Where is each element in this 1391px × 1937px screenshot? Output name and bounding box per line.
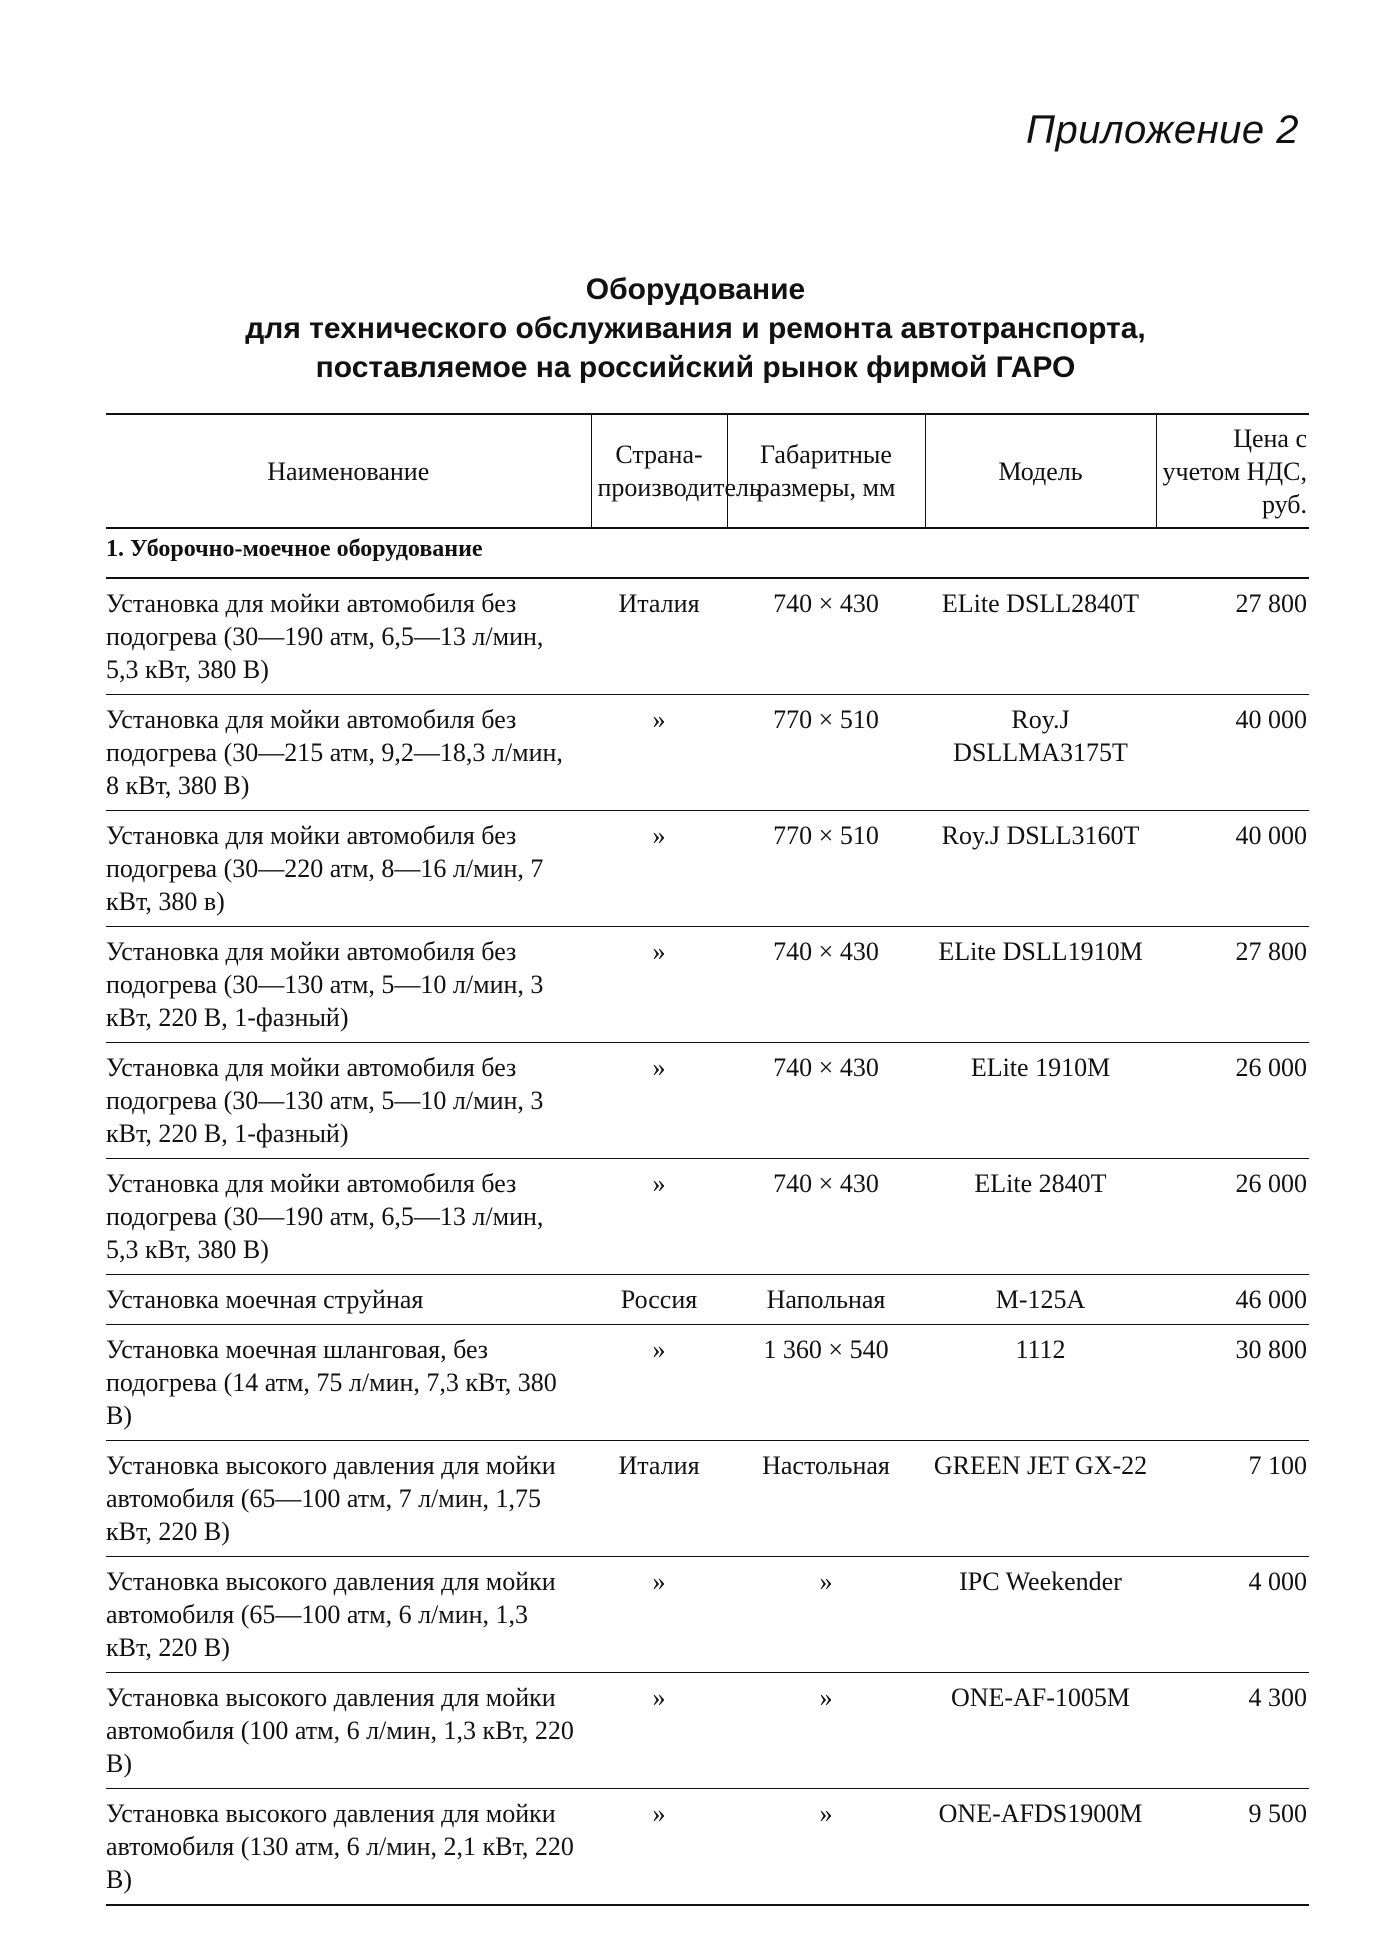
table-row xyxy=(106,1789,1309,1906)
cell-size: 740 × 430 xyxy=(773,1053,879,1082)
cell-size: » xyxy=(819,1683,833,1712)
table-row xyxy=(106,1043,1309,1159)
cell-price: 26 000 xyxy=(1235,1053,1307,1082)
cell-name: Установка для мойки автомобиля без подогрева (30—190 атм, 6,5—13 л/мин, 5,3 кВт, 380 В) xyxy=(106,589,544,684)
table-body xyxy=(106,528,1309,1905)
cell-country: » xyxy=(652,1799,666,1828)
cell-model: ELite DSLL1910M xyxy=(938,937,1143,966)
cell-model: ELite DSLL2840T xyxy=(941,589,1140,618)
cell-model: ONE-AF-1005M xyxy=(950,1683,1131,1712)
table-row xyxy=(106,1325,1309,1441)
table-row xyxy=(106,811,1309,927)
cell-country: Россия xyxy=(620,1285,698,1314)
table-row xyxy=(106,1275,1309,1325)
header-model: Модель xyxy=(925,414,1156,528)
cell-size: 770 × 510 xyxy=(773,821,879,850)
cell-size: 770 × 510 xyxy=(773,705,879,734)
cell-size: Напольная xyxy=(766,1285,886,1314)
table-row xyxy=(106,578,1309,695)
cell-name: Установка для мойки автомобиля без подогрева (30—215 атм, 9,2—18,3 л/мин, 8 кВт, 380 В) xyxy=(106,705,563,800)
cell-country: » xyxy=(652,821,666,850)
table-row xyxy=(106,1441,1309,1557)
cell-country: » xyxy=(652,705,666,734)
document-title xyxy=(0,270,1391,387)
table-row xyxy=(106,1673,1309,1789)
cell-size: » xyxy=(819,1567,833,1596)
cell-price: 7 100 xyxy=(1248,1451,1307,1480)
cell-name: Установка моечная шланговая, без подогрева (14 атм, 75 л/мин, 7,3 кВт, 380 В) xyxy=(106,1335,557,1430)
table-row xyxy=(106,1557,1309,1673)
cell-name: Установка высокого давления для мойки автомобиля (65—100 атм, 7 л/мин, 1,75 кВт, 220 В) xyxy=(106,1451,556,1546)
cell-country: » xyxy=(652,1053,666,1082)
cell-country: » xyxy=(652,1169,666,1198)
cell-model: ELite 2840T xyxy=(974,1169,1107,1198)
title-line-2: для технического обслуживания и ремонта автотранспорта, xyxy=(245,312,1146,345)
title-line-1: Оборудование xyxy=(585,273,806,306)
cell-price: 46 000 xyxy=(1235,1285,1307,1314)
cell-price: 4 300 xyxy=(1248,1683,1307,1712)
equipment-table xyxy=(106,413,1309,1906)
cell-price: 26 000 xyxy=(1235,1169,1307,1198)
header-country: Страна-производитель xyxy=(591,414,727,528)
cell-price: 30 800 xyxy=(1235,1335,1307,1364)
cell-model: Roy.J DSLL3160T xyxy=(941,821,1140,850)
cell-name: Установка для мойки автомобиля без подогрева (30—130 атм, 5—10 л/мин, 3 кВт, 220 В, 1-фазный) xyxy=(106,937,544,1032)
cell-model: ONE-AFDS1900M xyxy=(938,1799,1143,1828)
cell-name: Установка высокого давления для мойки автомобиля (130 атм, 6 л/мин, 2,1 кВт, 220 В) xyxy=(106,1799,574,1894)
cell-price: 27 800 xyxy=(1235,589,1307,618)
cell-size: 740 × 430 xyxy=(773,937,879,966)
header-price: Цена с учетом НДС, руб. xyxy=(1156,414,1309,528)
cell-country: » xyxy=(652,937,666,966)
cell-model: Roy.J DSLLMA3175T xyxy=(953,705,1128,767)
cell-name: Установка моечная струйная xyxy=(106,1285,424,1314)
appendix-label: Приложение 2 xyxy=(1025,108,1299,152)
cell-name: Установка высокого давления для мойки автомобиля (65—100 атм, 6 л/мин, 1,3 кВт, 220 В) xyxy=(106,1567,556,1662)
section-row xyxy=(106,528,1309,578)
cell-size: 740 × 430 xyxy=(773,589,879,618)
cell-name: Установка высокого давления для мойки автомобиля (100 атм, 6 л/мин, 1,3 кВт, 220 В) xyxy=(106,1683,574,1778)
section-title: 1. Уборочно-моечное оборудование xyxy=(106,528,1309,578)
cell-model: 1112 xyxy=(1015,1335,1066,1364)
cell-size: Настольная xyxy=(762,1451,890,1480)
cell-model: ELite 1910M xyxy=(970,1053,1111,1082)
cell-price: 40 000 xyxy=(1235,821,1307,850)
table-row xyxy=(106,695,1309,811)
cell-size: 740 × 430 xyxy=(773,1169,879,1198)
cell-country: » xyxy=(652,1567,666,1596)
cell-model: GREEN JET GX-22 xyxy=(933,1451,1148,1480)
table-row xyxy=(106,1159,1309,1275)
cell-price: 9 500 xyxy=(1248,1799,1307,1828)
cell-country: Италия xyxy=(618,1451,700,1480)
cell-country: » xyxy=(652,1335,666,1364)
cell-name: Установка для мойки автомобиля без подогрева (30—190 атм, 6,5—13 л/мин, 5,3 кВт, 380 В) xyxy=(106,1169,544,1264)
cell-country: » xyxy=(652,1683,666,1712)
cell-model: IPC Weekender xyxy=(959,1567,1122,1596)
cell-name: Установка для мойки автомобиля без подогрева (30—130 атм, 5—10 л/мин, 3 кВт, 220 В, 1-фазный) xyxy=(106,1053,544,1148)
cell-model: М-125А xyxy=(995,1285,1086,1314)
cell-price: 4 000 xyxy=(1248,1567,1307,1596)
header-size: Габаритные размеры, мм xyxy=(727,414,925,528)
cell-price: 27 800 xyxy=(1235,937,1307,966)
table-header xyxy=(106,414,1309,528)
cell-name: Установка для мойки автомобиля без подогрева (30—220 атм, 8—16 л/мин, 7 кВт, 380 в) xyxy=(106,821,544,916)
cell-size: » xyxy=(819,1799,833,1828)
table-header-row xyxy=(106,414,1309,528)
cell-price: 40 000 xyxy=(1235,705,1307,734)
table-row xyxy=(106,927,1309,1043)
title-line-3: поставляемое на российский рынок фирмой ГАРО xyxy=(315,351,1076,384)
cell-country: Италия xyxy=(618,589,700,618)
header-name: Наименование xyxy=(267,456,430,486)
equipment-table-container xyxy=(106,413,1309,1906)
cell-size: 1 360 × 540 xyxy=(763,1335,889,1364)
